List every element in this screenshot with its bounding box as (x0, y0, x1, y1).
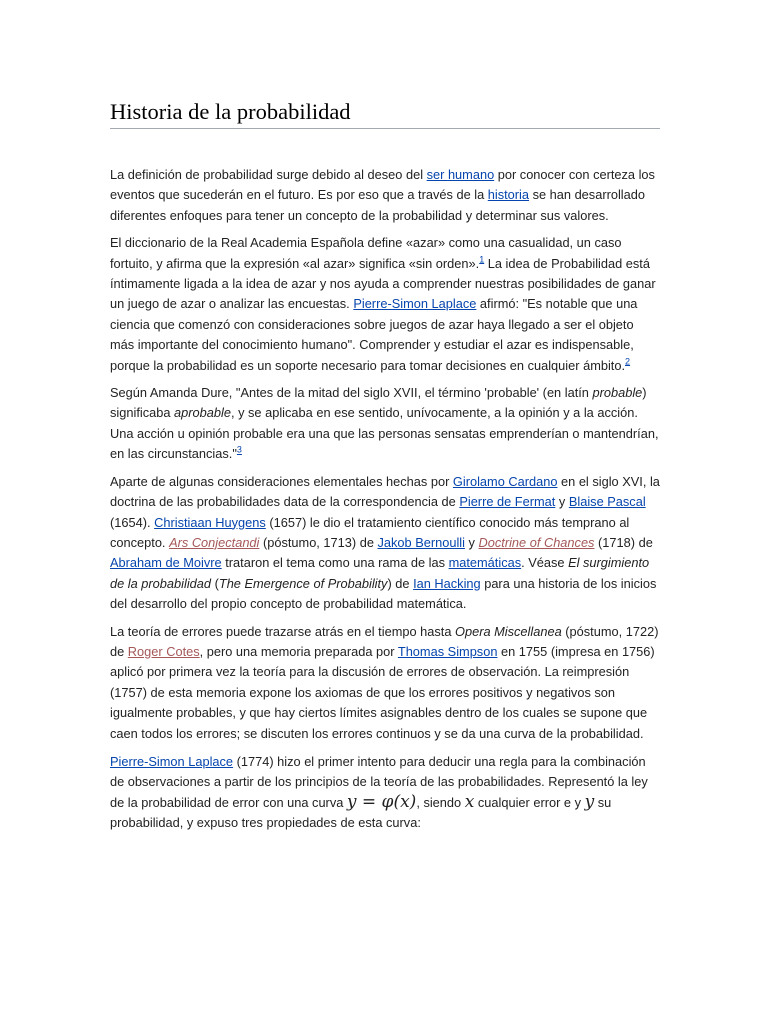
text: y (555, 494, 569, 510)
link-historia[interactable]: historia (487, 187, 530, 203)
text: afirmó: "Es notable que una ciencia que comenzó con consideraciones sobre juegos de azar haya llegado a ser el objeto más importante del conocimiento humano". Comprender y estudiar el azar es indispensable, porque la probabilidad es un soporte necesario para tomar decisiones en cualquier ámbito. (110, 296, 638, 373)
text: La definición de probabilidad surge debido al deseo del (110, 167, 427, 182)
italic-aprobable: aprobable (174, 405, 231, 421)
text: (1654). (110, 514, 155, 530)
link-laplace-2[interactable]: Pierre-Simon Laplace (110, 753, 234, 769)
link-ser-humano[interactable]: ser humano (426, 167, 495, 182)
italic-opera: Opera Miscellanea (455, 623, 562, 639)
text: (póstumo, 1722) de (110, 623, 659, 659)
reference-2 (625, 356, 630, 366)
paragraph-history (110, 472, 660, 615)
paragraph-dure (110, 383, 660, 465)
link-ars-conjectandi[interactable] (169, 535, 259, 550)
text: El diccionario de la Real Academia Española define «azar» como una casualidad, un caso fortuito, y afirma que la expresión «al azar» significa «sin orden». (110, 235, 622, 271)
link-pascal[interactable]: Blaise Pascal (568, 494, 646, 510)
reference-3 (237, 445, 242, 455)
text: Según Amanda Dure, "Antes de la mitad del siglo XVII, el término 'probable' (en latín (110, 385, 593, 401)
italic-probable: probable (592, 385, 643, 401)
reference-link-1[interactable]: 1 (479, 254, 485, 265)
paragraph-laplace (110, 752, 660, 834)
text: en 1755 (impresa en 1756) aplicó por primera vez la teoría para la discusión de errores de observación. La reimpresión (1757) de esta memoria expone los axiomas de que los errores positivos y negativos son igualmente probables, y que hay ciertos límites asignables dentro de los cuales se supone que caen todos los errores; se discuten los errores continuos y se da una curva de la probabilidad. (110, 643, 655, 741)
text: ( (211, 575, 219, 591)
text: trataron el tema como una rama de las (221, 555, 449, 571)
link-de-moivre[interactable]: Abraham de Moivre (110, 555, 222, 571)
paragraph-intro (110, 165, 660, 226)
math-x: x (464, 791, 475, 812)
link-hacking[interactable]: Ian Hacking (413, 575, 481, 591)
link-cotes[interactable]: Roger Cotes (127, 643, 200, 659)
text: en el siglo XVI, la doctrina de las probabilidades data de la correspondencia de (110, 473, 660, 510)
link-simpson[interactable]: Thomas Simpson (397, 643, 498, 659)
link-huygens[interactable]: Christiaan Huygens (154, 514, 266, 530)
text: (1718) de (594, 534, 653, 550)
italic-surgimiento: El surgimiento de la probabilidad (110, 555, 650, 591)
text: ) de (387, 575, 414, 591)
page-title: Historia de la probabilidad (110, 98, 660, 129)
text: , siendo (416, 794, 465, 810)
text: , pero una memoria preparada por (199, 643, 398, 659)
text: Aparte de algunas consideraciones elementales hechas por (110, 473, 453, 489)
link-doctrine-of-chances[interactable] (479, 535, 595, 550)
paragraph-rae (110, 233, 660, 376)
reference-link-2[interactable]: 2 (625, 356, 631, 367)
link-fermat[interactable]: Pierre de Fermat (459, 494, 556, 510)
text: (póstumo, 1713) de (259, 534, 378, 550)
text: se han desarrollado diferentes enfoques para tener un concepto de la probabilidad y determinar sus valores. (110, 187, 645, 223)
text: (1657) le dio el tratamiento científico conocido más temprano al concepto. (110, 514, 630, 550)
text: para una historia de los inicios del desarrollo del propio concepto de probabilidad matemática. (110, 575, 657, 612)
link-laplace[interactable]: Pierre-Simon Laplace (353, 296, 477, 312)
reference-link-3[interactable]: 3 (236, 445, 242, 456)
text: por conocer con certeza los eventos que sucederán en el futuro. Es por eso que a través de la (110, 167, 655, 203)
text: y (465, 534, 479, 550)
text: (1774) hizo el primer intento para deducir una regla para la combinación de observaciones a partir de los principios de la teoría de las probabilidades. Representó la ley de la probabilidad de error con una curva (110, 753, 648, 810)
italic-emergence: The Emergence of Probability (218, 575, 388, 591)
text: ) significaba (110, 385, 647, 421)
text: . Véase (521, 555, 569, 571)
article (110, 98, 660, 834)
link-cardano[interactable]: Girolamo Cardano (452, 473, 558, 489)
italic-doctrine-of-chances: Doctrine of Chances (478, 534, 595, 550)
text: La idea de Probabilidad está íntimamente ligada a la idea de azar y nos ayuda a comprender nuestras posibilidades de ganar un juego de azar o analizar las encuestas. (110, 255, 656, 312)
text: su probabilidad, y expuso tres propiedades de esta curva: (110, 794, 612, 831)
italic-ars-conjectandi: Ars Conjectandi (169, 534, 260, 550)
math-formula: y = φ(x) (346, 791, 417, 812)
paragraph-errors (110, 622, 660, 744)
text: cualquier error e y (474, 794, 585, 810)
text: La teoría de errores puede trazarse atrás en el tiempo hasta (110, 623, 456, 639)
link-matematicas[interactable]: matemáticas (448, 555, 522, 571)
link-bernoulli[interactable]: Jakob Bernoulli (377, 534, 465, 550)
math-y: y (584, 791, 595, 812)
text: , y se aplicaba en ese sentido, unívocamente, a la opinión y a la acción. Una acción u opinión probable era una que las personas sensatas emprenderían o mantendrían, en las circunstancias." (110, 405, 659, 462)
